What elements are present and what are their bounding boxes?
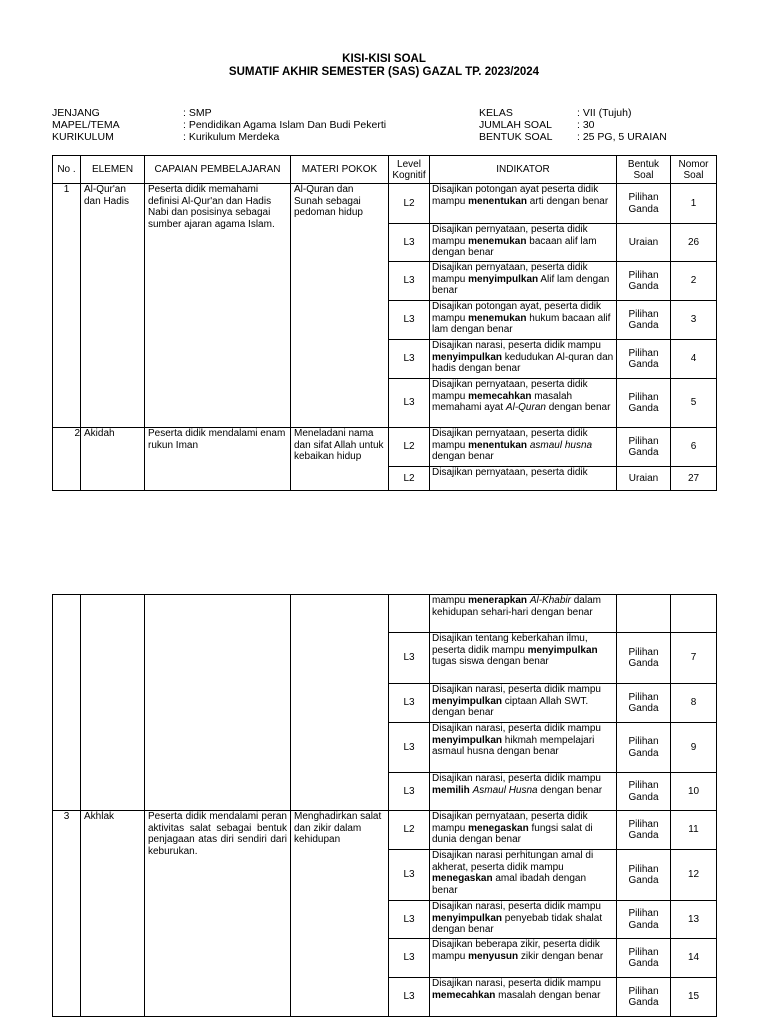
bentuk-cell: Pilihan Ganda [617, 723, 671, 773]
section-elemen: Akidah [81, 428, 145, 491]
level-cell: L3 [389, 301, 430, 340]
nomor-cell: 12 [671, 850, 717, 901]
indikator-cell: Disajikan pernyataan, peserta didik mampu menentukan asmaul husna dengan benar [430, 428, 617, 467]
table-row [53, 595, 717, 633]
indikator-cell: Disajikan beberapa zikir, peserta didik mampu menyusun zikir dengan benar [430, 939, 617, 978]
level-cell: L3 [389, 901, 430, 939]
level-cell: L3 [389, 262, 430, 301]
section-materi: Meneladani nama dan sifat Allah untuk kebaikan hidup [291, 428, 389, 491]
bentuk-cell: Pilihan Ganda [617, 850, 671, 901]
level-cell: L3 [389, 224, 430, 262]
indikator-cell: Disajikan potongan ayat, peserta didik mampu menemukan hukum bacaan alif lam dengan benar [430, 301, 617, 340]
bentuk-cell: Uraian [617, 224, 671, 262]
nomor-cell: 6 [671, 428, 717, 467]
section-materi: Menghadirkan salat dan zikir dalam kehidupan [291, 811, 389, 1017]
nomor-cell: 15 [671, 978, 717, 1017]
table-row [53, 811, 717, 850]
nomor-cell: 10 [671, 773, 717, 811]
level-cell: L2 [389, 184, 430, 224]
nomor-cell: 1 [671, 184, 717, 224]
table-row [53, 184, 717, 224]
indikator-cell: Disajikan narasi, peserta didik mampu menyimpulkan ciptaan Allah SWT. dengan benar [430, 684, 617, 723]
nomor-cell: 8 [671, 684, 717, 723]
section-no: 3 [53, 811, 81, 1017]
col-header-elemen: ELEMEN [81, 156, 145, 184]
level-cell: L2 [389, 428, 430, 467]
nomor-cell: 5 [671, 379, 717, 428]
bentuk-cell: Pilihan Ganda [617, 301, 671, 340]
indikator-cell: Disajikan pernyataan, peserta didik mampu menyimpulkan Alif lam dengan benar [430, 262, 617, 301]
indikator-cell: Disajikan narasi perhitungan amal di akherat, peserta didik mampu menegaskan amal ibadah dengan benar [430, 850, 617, 901]
table-row [53, 428, 717, 467]
section-no: 2 [53, 428, 81, 491]
section-capaian: Peserta didik mendalami enam rukun Iman [145, 428, 291, 491]
bentuk-cell: Pilihan Ganda [617, 773, 671, 811]
level-cell: L3 [389, 939, 430, 978]
nomor-cell: 9 [671, 723, 717, 773]
bentuk-cell: Pilihan Ganda [617, 379, 671, 428]
info-value: : VII (Tujuh) [577, 107, 632, 119]
col-header-nomor: Nomor Soal [671, 156, 717, 184]
indikator-cell: Disajikan narasi, peserta didik mampu menyimpulkan kedudukan Al-quran dan hadis dengan benar [430, 340, 617, 379]
indikator-cell: Disajikan pernyataan, peserta didik mampu menemukan bacaan alif lam dengan benar [430, 224, 617, 262]
indikator-cell: mampu menerapkan Al-Khabir dalam kehidupan sehari-hari dengan benar [430, 595, 617, 633]
section-no-continued [53, 595, 81, 811]
info-value: : 30 [577, 119, 595, 131]
level-cell: L2 [389, 811, 430, 850]
nomor-cell: 4 [671, 340, 717, 379]
info-value: : 25 PG, 5 URAIAN [577, 131, 667, 143]
level-cell: L3 [389, 723, 430, 773]
nomor-cell: 11 [671, 811, 717, 850]
nomor-cell: 2 [671, 262, 717, 301]
section-capaian: Peserta didik mendalami peran aktivitas salat sebagai bentuk penjagaan atas diri sendiri dari keburukan. [145, 811, 291, 1017]
section-capaian: Peserta didik memahami definisi Al-Qur'an dan Hadis Nabi dan posisinya sebagai sumber ajaran agama Islam. [145, 184, 291, 428]
info-label: KURIKULUM [52, 131, 114, 143]
bentuk-cell: Uraian [617, 467, 671, 491]
bentuk-cell: Pilihan Ganda [617, 901, 671, 939]
info-value: : Pendidikan Agama Islam Dan Budi Pekerti [183, 119, 387, 131]
section-materi-continued [291, 595, 389, 811]
info-left-values [183, 107, 386, 143]
info-right-values [577, 107, 667, 143]
document-subtitle: SUMATIF AKHIR SEMESTER (SAS) GAZAL TP. 2023/2024 [228, 66, 540, 78]
col-header-bentuk: Bentuk Soal [617, 156, 671, 184]
nomor-cell [671, 595, 717, 633]
bentuk-cell: Pilihan Ganda [617, 939, 671, 978]
level-cell: L3 [389, 978, 430, 1017]
col-header-capaian: CAPAIAN PEMBELAJARAN [145, 156, 291, 184]
kisi-kisi-table-page-2 [52, 594, 717, 1017]
indikator-cell: Disajikan narasi, peserta didik mampu menyimpulkan penyebab tidak shalat dengan benar [430, 901, 617, 939]
indikator-cell: Disajikan pernyataan, peserta didik mampu menegaskan fungsi salat di dunia dengan benar [430, 811, 617, 850]
info-label: BENTUK SOAL [479, 131, 553, 143]
document-title: KISI-KISI SOAL [342, 53, 426, 65]
info-value: : SMP [183, 107, 212, 119]
level-cell: L3 [389, 684, 430, 723]
info-value: : Kurikulum Merdeka [183, 131, 280, 143]
bentuk-cell [617, 595, 671, 633]
level-cell: L3 [389, 773, 430, 811]
bentuk-cell: Pilihan Ganda [617, 811, 671, 850]
kisi-kisi-table-page-1 [52, 155, 717, 491]
bentuk-cell: Pilihan Ganda [617, 684, 671, 723]
level-cell: L3 [389, 340, 430, 379]
indikator-cell: Disajikan pernyataan, peserta didik mampu memecahkan masalah memahami ayat Al-Quran dengan benar [430, 379, 617, 428]
indikator-cell: Disajikan potongan ayat peserta didik mampu menentukan arti dengan benar [430, 184, 617, 224]
indikator-cell: Disajikan narasi, peserta didik mampu memilih Asmaul Husna dengan benar [430, 773, 617, 811]
info-label: JUMLAH SOAL [479, 119, 552, 131]
section-materi: Al-Quran dan Sunah sebagai pedoman hidup [291, 184, 389, 428]
nomor-cell: 13 [671, 901, 717, 939]
section-elemen: Akhlak [81, 811, 145, 1017]
nomor-cell: 27 [671, 467, 717, 491]
bentuk-cell: Pilihan Ganda [617, 428, 671, 467]
info-label: JENJANG [52, 107, 100, 119]
section-elemen-continued [81, 595, 145, 811]
level-cell [389, 595, 430, 633]
bentuk-cell: Pilihan Ganda [617, 184, 671, 224]
nomor-cell: 3 [671, 301, 717, 340]
indikator-cell: Disajikan tentang keberkahan ilmu, peserta didik mampu menyimpulkan tugas siswa dengan benar [430, 633, 617, 684]
indikator-cell: Disajikan pernyataan, peserta didik [430, 467, 617, 491]
bentuk-cell: Pilihan Ganda [617, 978, 671, 1017]
col-header-indikator: INDIKATOR [430, 156, 617, 184]
nomor-cell: 26 [671, 224, 717, 262]
bentuk-cell: Pilihan Ganda [617, 633, 671, 684]
info-label: KELAS [479, 107, 513, 119]
section-capaian-continued [145, 595, 291, 811]
level-cell: L3 [389, 850, 430, 901]
info-left-labels [52, 107, 120, 143]
nomor-cell: 14 [671, 939, 717, 978]
bentuk-cell: Pilihan Ganda [617, 340, 671, 379]
level-cell: L3 [389, 379, 430, 428]
col-header-level: Level Kognitif [389, 156, 430, 184]
bentuk-cell: Pilihan Ganda [617, 262, 671, 301]
section-elemen: Al-Qur'an dan Hadis [81, 184, 145, 428]
table-header-row [53, 156, 717, 184]
level-cell: L3 [389, 633, 430, 684]
info-label: MAPEL/TEMA [52, 119, 120, 131]
col-header-materi: MATERI POKOK [291, 156, 389, 184]
section-no: 1 [53, 184, 81, 428]
level-cell: L2 [389, 467, 430, 491]
info-right-labels [479, 107, 553, 143]
nomor-cell: 7 [671, 633, 717, 684]
col-header-no: No . [53, 156, 81, 184]
indikator-cell: Disajikan narasi, peserta didik mampu memecahkan masalah dengan benar [430, 978, 617, 1017]
indikator-cell: Disajikan narasi, peserta didik mampu menyimpulkan hikmah mempelajari asmaul husna dengan benar [430, 723, 617, 773]
